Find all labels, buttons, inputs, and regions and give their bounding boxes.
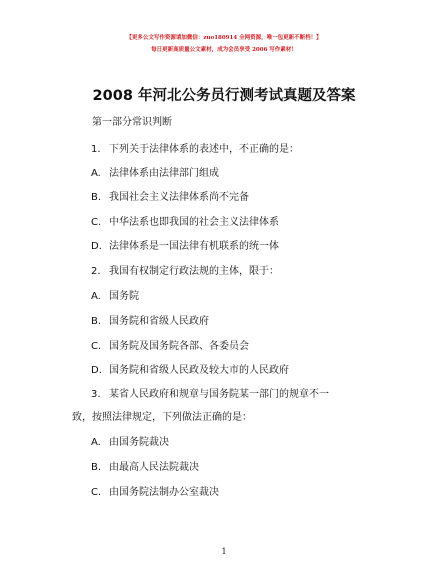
page-number: 1 — [221, 547, 227, 556]
option-label: C. — [91, 487, 102, 498]
q3-option-c — [91, 483, 219, 498]
option-label: B. — [91, 462, 102, 473]
option-text: 中华法系也即我国的社会主义法律体系 — [109, 217, 279, 228]
option-text: 法律体系由法律部门组成 — [109, 168, 219, 179]
q1-option-c — [91, 213, 279, 228]
q2-option-a — [91, 287, 139, 302]
option-label: B. — [91, 316, 102, 327]
option-label: C. — [91, 217, 102, 228]
q1-option-d — [91, 237, 279, 252]
option-label: D. — [91, 241, 102, 252]
promo-banner-line-1: 【更多公文写作资源请加微信：zuo180914 全网资源，唯一包更新不断档！】 — [126, 35, 322, 41]
option-text: 由国务院法制办公室裁决 — [109, 487, 219, 498]
question-text: 我国有权制定行政法规的主体，限于： — [109, 266, 279, 277]
q3-option-b — [91, 458, 199, 473]
q1-option-b — [91, 188, 249, 203]
q3-option-a — [91, 433, 169, 448]
question-3-continuation: 致，按照法律规定，下列做法正确的是： — [72, 412, 252, 423]
q2-option-d — [91, 361, 289, 376]
question-1 — [91, 140, 299, 155]
option-label: A. — [91, 168, 101, 179]
option-text: 法律体系是一国法律有机联系的统一体 — [109, 241, 279, 252]
section-heading: 第一部分常识判断 — [92, 117, 172, 128]
option-text: 国务院 — [109, 291, 139, 302]
document-title: 2008 年河北公务员行测考试真题及答案 — [92, 88, 356, 104]
option-label: C. — [91, 341, 102, 352]
q2-option-b — [91, 312, 209, 327]
option-text: 我国社会主义法律体系尚不完备 — [109, 192, 249, 203]
q1-option-a — [91, 164, 219, 179]
question-3 — [91, 385, 329, 400]
option-label: A. — [91, 437, 101, 448]
option-label: A. — [91, 291, 101, 302]
question-number: 2. — [91, 266, 101, 277]
option-text: 国务院和省级人民政及较大市的人民政府 — [109, 365, 289, 376]
question-number: 3. — [91, 389, 101, 400]
question-text-line-1: 某省人民政府和规章与国务院某一部门的规章不一 — [109, 389, 329, 400]
promo-banner-line-2: 每日更新高质量公文素材，成为会员享受 2006 写作素材！ — [151, 47, 297, 53]
option-text: 国务院及国务院各部、各委员会 — [109, 341, 249, 352]
option-text: 由国务院裁决 — [109, 437, 169, 448]
option-text: 国务院和省级人民政府 — [109, 316, 209, 327]
q2-option-c — [91, 337, 249, 352]
option-label: D. — [91, 365, 102, 376]
option-label: B. — [91, 192, 102, 203]
question-number: 1. — [91, 144, 101, 155]
question-2 — [91, 262, 279, 277]
question-text: 下列关于法律体系的表述中，不正确的是： — [109, 144, 299, 155]
option-text: 由最高人民法院裁决 — [109, 462, 199, 473]
